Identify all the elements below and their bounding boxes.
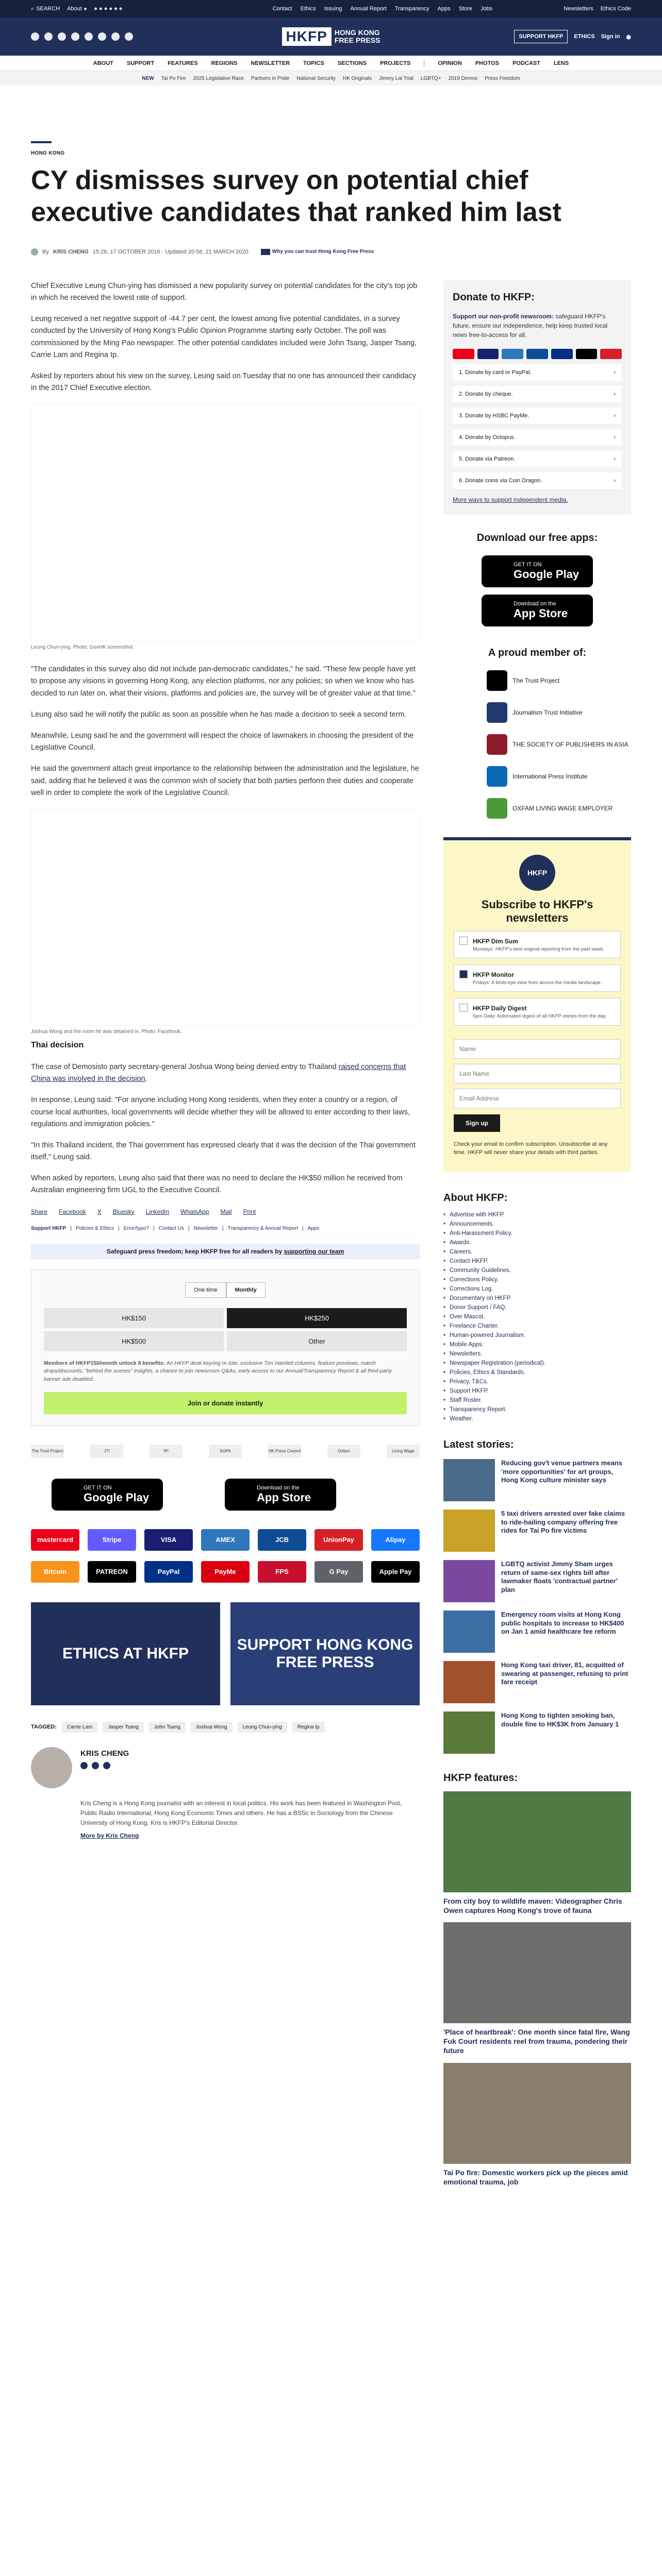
support-promo[interactable]: SUPPORT HONG KONG FREE PRESS — [230, 1602, 420, 1705]
newsletter-option[interactable]: HKFP Monitor Fridays: A birds-eye view from across the media landscape. — [454, 964, 621, 992]
promo-banners — [31, 1602, 420, 1705]
feature-image — [443, 1922, 631, 2023]
tab-one-time[interactable]: One-time — [185, 1282, 226, 1298]
nav-newsletter[interactable]: NEWSLETTER — [251, 60, 290, 66]
donate-method[interactable]: 5. Donate via Patreon. › — [453, 451, 622, 467]
card-logo — [600, 349, 622, 359]
share-bluesky[interactable]: Bluesky — [112, 1208, 135, 1215]
trending-link[interactable]: HK Originals — [342, 75, 372, 81]
top-link-annual-report[interactable]: Annual Report — [350, 6, 387, 12]
member-logo-icon — [487, 798, 507, 819]
support-team-link[interactable]: supporting our team — [284, 1247, 344, 1255]
checkbox-checked[interactable] — [459, 970, 468, 978]
about-link[interactable]: • Transparency Report. — [443, 1405, 631, 1414]
payment-logo: Stripe — [88, 1529, 136, 1551]
user-icon[interactable]: ◉ — [626, 33, 631, 40]
footer-links: Support HKFP | Policies & Ethics | Error/typo? | Contact Us | Newsletter | Transparency & Annual Report | Apps — [31, 1225, 320, 1231]
paragraph: Chief Executive Leung Chun-ying has dismissed a new popularity survey on potential candidates for the city's top job in which he received the lowest rate of support. — [31, 281, 418, 302]
search-icon: ⌕ — [31, 5, 35, 12]
donate-method[interactable]: 3. Donate by HSBC PayMe. › — [453, 408, 622, 424]
share-whatsapp[interactable]: WhatsApp — [180, 1208, 209, 1215]
trust-icon — [261, 249, 270, 255]
story-thumbnail — [443, 1459, 495, 1501]
nav-projects[interactable]: PROJECTS — [380, 60, 411, 66]
story-thumbnail — [443, 1560, 495, 1602]
author-prefix: By — [42, 248, 49, 255]
latest-story[interactable] — [443, 1661, 631, 1703]
trending-link[interactable]: Partners in Pride — [251, 75, 290, 81]
features-title: HKFP features: — [443, 1772, 518, 1784]
main-nav — [0, 56, 662, 71]
paragraph: In response, Leung said: "For anyone including Hong Kong residents, when they enter a country or a region, of course local authorities, local governments will decide whether they will be allowed to enter according to their laws, regulations and immigration policies." — [31, 1096, 410, 1128]
newsletter-option[interactable]: HKFP Daily Digest 5pm Daily: Automated digest of all HKFP stories from the day. — [454, 998, 621, 1025]
member-logo[interactable]: Living Wage — [387, 1445, 420, 1458]
payment-logo: FPS — [258, 1561, 306, 1583]
member-logo[interactable]: Oxfam — [327, 1445, 360, 1458]
author-bio: Kris Cheng is a Hong Kong journalist with an interest in local politics. His work has been featured in Washington Post, Public Radio International, Hong Kong Economic Times and others. He has a BSSc in Sociology from the Chinese University of Hong Kong. Kris is HKFP's Editorial Director. — [80, 1799, 402, 1827]
feature-story[interactable] — [443, 1791, 631, 1915]
chevron-right-icon: › — [614, 391, 616, 397]
about-link[interactable]: • Over Mascot. — [443, 1312, 631, 1321]
about-link[interactable]: • Policies, Ethics & Standards. — [443, 1368, 631, 1377]
donate-method[interactable]: 4. Donate by Octopus. › — [453, 429, 622, 446]
paragraph: "In this Thailand incident, the Thai government has expressed clearly that it was the decision of the Thai government itself," Leung said. — [31, 1141, 416, 1162]
share-linkedin[interactable]: LinkedIn — [145, 1208, 170, 1215]
story-headline: Hong Kong taxi driver, 81, acquitted of swearing at passenger, refusing to print fare receipt — [501, 1660, 628, 1686]
last-name-field[interactable]: Last Name — [454, 1064, 621, 1083]
latest-stories — [443, 1439, 631, 1754]
app-store-badge[interactable]: Download on the App Store — [225, 1479, 336, 1511]
story-thumbnail — [443, 1711, 495, 1754]
story-headline: LGBTQ activist Jimmy Sham urges return of same-sex rights bill after lawmaker floats 'contractual partner' plan — [501, 1560, 618, 1594]
sign-up-button[interactable]: Sign up — [454, 1114, 500, 1132]
author-socials — [80, 1762, 129, 1769]
google-play-badge[interactable]: GET IT ON Google Play — [482, 555, 593, 587]
payment-logo: JCB — [258, 1529, 306, 1551]
card-logo — [502, 349, 523, 359]
feature-headline: 'Place of heartbreak': One month since fatal fire, Wang Fuk Court residents reel from trauma, pondering their future — [443, 2028, 630, 2055]
latest-story[interactable] — [443, 1459, 631, 1501]
paragraph: Asked by reporters about his view on the survey, Leung said on Tuesday that no one has announced their candidacy in the 2017 Chief Executive election. — [31, 371, 416, 393]
feature-headline: From city boy to wildlife maven: Videographer Chris Owen captures Hong Kong's trove of fauna — [443, 1896, 622, 1914]
link-contact[interactable]: Contact Us — [158, 1225, 185, 1231]
facebook-icon[interactable] — [31, 32, 39, 41]
article-dates: 15:26, 17 OCTOBER 2016 · Updated 20:58, 21 MARCH 2020 — [92, 248, 249, 255]
amount-option-selected[interactable]: HK$250 — [227, 1308, 407, 1328]
section-subhead: Thai decision — [31, 1040, 84, 1049]
about-link[interactable]: • Human-powered Journalism. — [443, 1331, 631, 1340]
checkbox[interactable] — [459, 937, 468, 945]
trending-link[interactable]: National Security — [296, 75, 336, 81]
about-link[interactable]: • Corrections Policy. — [443, 1275, 631, 1284]
latest-story[interactable] — [443, 1611, 631, 1653]
chevron-down-icon: ▾ — [84, 6, 87, 12]
checkbox[interactable] — [459, 1004, 468, 1012]
sidebar — [443, 280, 631, 2187]
name-field[interactable]: Name — [454, 1039, 621, 1059]
member-logo-icon — [487, 766, 507, 787]
search-link[interactable]: ⌕ SEARCH — [31, 5, 60, 12]
about-link[interactable]: • Weather. — [443, 1414, 631, 1423]
page-content — [31, 141, 631, 2576]
about-link[interactable]: • Careers. — [443, 1247, 631, 1257]
paragraph: Leung also said he will notify the public as soon as possible when he has made a decision to seek a second term. — [31, 710, 407, 719]
threads-icon[interactable] — [71, 32, 79, 41]
story-headline: Hong Kong to tighten smoking ban, double fine to HK$3K from January 1 — [501, 1711, 619, 1728]
about-title: About HKFP: — [443, 1192, 508, 1204]
member-logo[interactable]: JTI — [90, 1445, 123, 1458]
ethics-link[interactable]: ETHICS — [574, 33, 595, 40]
member-logo-icon — [487, 670, 507, 691]
payment-logo: PayPal — [144, 1561, 193, 1583]
member-badge[interactable]: OXFAM LIVING WAGE EMPLOYER — [487, 798, 631, 819]
feature-story[interactable] — [443, 1922, 631, 2056]
image-caption: Joshua Wong and the room he was detained in. Photo: Facebook. — [31, 1028, 182, 1035]
member-badge[interactable]: Journalism Trust Initiative — [487, 702, 631, 723]
card-logo — [453, 349, 474, 359]
share-facebook[interactable]: Facebook — [59, 1208, 86, 1215]
logo-text: HONG KONG FREE PRESS — [334, 28, 380, 44]
payment-logo: PayMe — [201, 1561, 250, 1583]
payment-methods — [31, 1529, 420, 1583]
about-links — [443, 1210, 631, 1423]
trending-link[interactable]: Jimmy Lai Trial — [379, 75, 413, 81]
tag[interactable]: Joshua Wong — [191, 1722, 233, 1733]
about-link[interactable]: • Freelance Charter. — [443, 1321, 631, 1331]
tag[interactable]: John Tsang — [149, 1722, 186, 1733]
member-logo[interactable]: IPI — [150, 1445, 183, 1458]
payment-logo: Apple Pay — [371, 1561, 420, 1583]
donate-method[interactable]: 6. Donate coins via Coin Dragon. › — [453, 472, 622, 489]
payment-logo: Alipay — [371, 1529, 420, 1551]
apps-title: Download our free apps: — [476, 532, 598, 544]
link-policies[interactable]: Policies & Ethics — [75, 1225, 114, 1231]
share-label: Share — [31, 1208, 48, 1215]
feature-image — [443, 2063, 631, 2164]
paragraph: Leung received a net negative support of -44.7 per cent, the lowest among five potential candidates, in a survey conducted by the University of Hong Kong's Public Opinion Programme starting early October. The poll was commissioned by the Ming Pao newspaper. The other potential candidates included were John Tsang, Jasper Tsang, Carrie Lam and Regina Ip. — [31, 315, 417, 359]
about-link[interactable]: • Donor Support / FAQ. — [443, 1303, 631, 1312]
signup-note: Check your email to confirm subscription. Unsubscribe at any time. HKFP will never share your details with third parties. — [454, 1141, 608, 1156]
top-link-jobs[interactable]: Jobs — [481, 6, 493, 12]
about-link[interactable]: • Announcements. — [443, 1219, 631, 1229]
latest-list — [443, 1459, 631, 1754]
newsletters-link[interactable]: Newsletters — [564, 6, 593, 12]
latest-title: Latest stories: — [443, 1438, 514, 1450]
amount-options — [44, 1308, 407, 1351]
link-newsletter[interactable]: Newsletter — [193, 1225, 218, 1231]
amount-option[interactable]: HK$150 — [44, 1308, 224, 1328]
about-link[interactable]: • Contact HKFP. — [443, 1257, 631, 1266]
newsletter-badge: HKFP — [519, 855, 555, 891]
new-label: NEW — [142, 75, 154, 81]
author-avatar — [31, 248, 38, 256]
member-logo[interactable]: The Trust Project — [31, 1445, 64, 1458]
member-logo[interactable]: SOPA — [209, 1445, 242, 1458]
rss-icon[interactable] — [125, 32, 133, 41]
tag[interactable]: Carrie Lam — [62, 1722, 97, 1733]
trust-link[interactable]: Why you can trust Hong Kong Free Press — [261, 249, 374, 255]
story-headline: Emergency room visits at Hong Kong public hospitals to increase to HK$400 on Jan 1 amid healthcare fee reform — [501, 1610, 624, 1636]
nav-photos[interactable]: PHOTOS — [475, 60, 500, 66]
share-mail[interactable]: Mail — [220, 1208, 232, 1215]
payment-logo: mastercard — [31, 1529, 79, 1551]
share-print[interactable]: Print — [243, 1208, 256, 1215]
support-hkfp-button[interactable]: SUPPORT HKFP — [514, 30, 568, 43]
inline-link[interactable]: raised concerns that China was involved in the decision — [31, 1062, 406, 1083]
trending-link[interactable]: Tai Po Fire — [161, 75, 186, 81]
author-photo — [31, 1747, 72, 1788]
trending-link[interactable]: Press Freedom — [485, 75, 520, 81]
logo-mark: HKFP — [282, 27, 332, 46]
about-link[interactable]: • Staff Roster. — [443, 1396, 631, 1405]
nav-regions[interactable]: REGIONS — [211, 60, 238, 66]
kicker-bar — [31, 141, 52, 143]
story-thumbnail — [443, 1661, 495, 1703]
payment-logo: AMEX — [201, 1529, 250, 1551]
top-link-apps[interactable]: Apps — [437, 6, 451, 12]
nav-features[interactable]: FEATURES — [168, 60, 198, 66]
link-error[interactable]: Error/typo? — [123, 1225, 149, 1231]
telegram-icon[interactable] — [98, 32, 106, 41]
about-link[interactable]: • Awards. — [443, 1238, 631, 1247]
ethics-code-link[interactable]: Ethics Code — [600, 6, 631, 12]
card-logo — [576, 349, 598, 359]
about-link[interactable]: • Corrections Log. — [443, 1284, 631, 1294]
email-icon[interactable] — [103, 1762, 110, 1769]
story-headline: 5 taxi drivers arrested over fake claims to ride-hailing company offering free rides for Tai Po fire victims — [501, 1509, 625, 1535]
latest-story[interactable] — [443, 1560, 631, 1602]
trending-bar — [0, 71, 662, 86]
paragraph: "The candidates in this survey also did not include pan-democratic candidates," he said. "These few people have yet to propose any visions in governing Hong Kong, any election platforms, nor any policies; so when we know who has decided to run later on, what their visions, platforms and policies are, the survey will be of greater value at that time." — [31, 665, 416, 698]
about-link[interactable]: • Privacy, T&Cs. — [443, 1377, 631, 1386]
sign-in-link[interactable]: Sign in — [601, 33, 620, 40]
feature-story[interactable] — [443, 2063, 631, 2187]
link-apps[interactable]: Apps — [307, 1225, 320, 1231]
newsletter-box — [443, 837, 631, 1172]
social-icons-row: ● ● ● ● ● ● — [94, 6, 123, 12]
top-link-issuing[interactable]: Issuing — [324, 6, 342, 12]
bluesky-icon[interactable] — [111, 32, 120, 41]
nav-support[interactable]: SUPPORT — [126, 60, 155, 66]
payment-logo: UnionPay — [315, 1529, 363, 1551]
member-badge[interactable]: International Press Institute — [487, 766, 631, 787]
x-icon[interactable] — [92, 1762, 99, 1769]
about-link[interactable]: About ▾ — [67, 6, 87, 12]
share-bar — [31, 1208, 420, 1215]
donate-method[interactable]: 1. Donate by card or PayPal. › — [453, 364, 622, 381]
more-ways-link[interactable]: More ways to support independent media. — [453, 496, 568, 503]
chevron-right-icon: › — [614, 477, 616, 484]
membership-logos — [31, 1445, 420, 1458]
member-badge[interactable]: The Trust Project — [487, 670, 631, 691]
article-body — [31, 280, 420, 1840]
google-play-badge[interactable]: GET IT ON Google Play — [52, 1479, 163, 1511]
card-logo — [526, 349, 548, 359]
tab-monthly[interactable]: Monthly — [226, 1282, 266, 1298]
about-box — [443, 1192, 631, 1423]
app-store-badge[interactable]: Download on the App Store — [482, 595, 593, 626]
member-badge[interactable]: THE SOCIETY OF PUBLISHERS IN ASIA — [487, 734, 631, 755]
card-logo — [551, 349, 573, 359]
payment-logo: Bitcoin — [31, 1561, 79, 1583]
article-image — [31, 404, 420, 641]
about-link[interactable]: • Support HKFP. — [443, 1386, 631, 1396]
email-field[interactable]: Email Address — [454, 1089, 621, 1108]
payment-logo: G Pay — [315, 1561, 363, 1583]
story-thumbnail — [443, 1510, 495, 1552]
nav-opinion[interactable]: OPINION — [438, 60, 462, 66]
story-thumbnail — [443, 1611, 495, 1653]
feature-image — [443, 1791, 631, 1892]
site-header — [0, 18, 662, 56]
newsletter-option[interactable]: HKFP Dim Sum Mondays: HKFP's best original reporting from the past week. — [454, 931, 621, 958]
about-link[interactable]: • Anti-Harassment Policy. — [443, 1229, 631, 1238]
payment-logo: VISA — [144, 1529, 193, 1551]
trending-link[interactable]: 2025 Legislative Race — [193, 75, 244, 81]
about-link[interactable]: • Newsletters. — [443, 1349, 631, 1359]
chevron-right-icon: › — [614, 412, 616, 419]
nav-topics[interactable]: TOPICS — [303, 60, 324, 66]
feature-headline: Tai Po fire: Domestic workers pick up the pieces amid emotional trauma, job — [443, 2168, 628, 2186]
paragraph: The case of Demosisto party secretary-general Joshua Wong being denied entry to Thailand raised concerns that China was involved in the decision. — [31, 1062, 406, 1083]
join-donate-button[interactable]: Join or donate instantly — [44, 1392, 407, 1414]
facebook-icon[interactable] — [80, 1762, 88, 1769]
article-category[interactable]: HONG KONG — [31, 150, 65, 156]
member-logo-icon — [487, 702, 507, 723]
donate-method[interactable]: 2. Donate by cheque. › — [453, 386, 622, 402]
donate-box — [443, 280, 631, 515]
paragraph: Meanwhile, Leung said he and the government will respect the choice of lawmakers in choosing the president of the Legislative Council. — [31, 732, 414, 752]
latest-story[interactable] — [443, 1711, 631, 1754]
top-utility-bar — [0, 0, 662, 18]
newsletter-title: Subscribe to HKFP's newsletters — [481, 897, 593, 924]
top-link-store[interactable]: Store — [458, 6, 473, 12]
features-list — [443, 1791, 631, 2187]
trending-link[interactable]: 2019 Demos — [448, 75, 478, 81]
author-box — [31, 1747, 420, 1788]
member-list — [443, 670, 631, 819]
amount-option-other[interactable]: Other — [227, 1331, 407, 1351]
social-links — [31, 32, 253, 41]
ethics-promo[interactable]: ETHICS AT HKFP — [31, 1602, 220, 1705]
article-image — [31, 809, 420, 1026]
features-section — [443, 1772, 631, 2187]
link-support[interactable]: Support HKFP — [31, 1225, 67, 1231]
member-logo-icon — [487, 734, 507, 755]
byline — [31, 248, 631, 256]
tag[interactable]: Leung Chun-ying — [238, 1722, 287, 1733]
about-link[interactable]: • Documentary on HKFP. — [443, 1294, 631, 1303]
top-link-transparency[interactable]: Transparency — [394, 6, 429, 12]
author-name[interactable]: KRIS CHENG — [80, 1749, 129, 1758]
latest-story[interactable] — [443, 1510, 631, 1552]
author-link[interactable]: KRIS CHENG — [53, 248, 89, 255]
chevron-right-icon: › — [614, 455, 616, 462]
donate-title: Donate to HKFP: — [453, 291, 535, 303]
about-link[interactable]: • Community Guidelines. — [443, 1266, 631, 1275]
site-logo[interactable] — [282, 27, 380, 46]
tag-list — [31, 1722, 420, 1733]
image-caption: Leung Chun-ying. Photo: GovHK screenshot. — [31, 645, 135, 651]
tag[interactable]: Regina Ip — [292, 1722, 325, 1733]
paragraph: When asked by reporters, Leung also said that there was no need to declare the HK$50 million he received from Australian engineering firm UGL to the Executive Council. — [31, 1174, 403, 1195]
trending-link[interactable]: LGBTQ+ — [420, 75, 441, 81]
top-link-ethics[interactable]: Ethics — [300, 6, 316, 12]
x-icon[interactable] — [44, 32, 53, 41]
nav-sections[interactable]: SECTIONS — [337, 60, 367, 66]
app-store-row — [31, 1479, 420, 1511]
share-x[interactable]: X — [97, 1208, 102, 1215]
tag[interactable]: Jasper Tsang — [103, 1722, 143, 1733]
tagged-label: TAGGED: — [31, 1724, 57, 1731]
more-by-author-link[interactable]: More by Kris Cheng — [80, 1832, 139, 1840]
nav-lens[interactable]: LENS — [553, 60, 569, 66]
content-columns — [31, 280, 631, 2576]
membership-note: Members of HKFP150/month unlock 8 benefits: An HKFP desk keyring or tote, exclusive Tim Hamlett columns, feature previews, march drops/discounts, "behind the scenes" insights, a chance to join newsroom Q&As, early access to our Annual/Transparency Report & all third-party banner ads disabled. — [44, 1360, 392, 1383]
nav-podcast[interactable]: PODCAST — [512, 60, 540, 66]
member-logo[interactable]: HK Press Council — [268, 1445, 301, 1458]
nav-about[interactable]: ABOUT — [93, 60, 113, 66]
paragraph: He said the government attach great importance to the relationship between the administration and the legislature, he said, adding that he believed it was the common wish of society that both parties perform their duties and cooperate well in order to complete the work of the Legislative Council. — [31, 765, 419, 797]
about-link[interactable]: • Mobile Apps. — [443, 1340, 631, 1349]
top-link-contact[interactable]: Contact — [272, 6, 292, 12]
chevron-right-icon: › — [614, 434, 616, 440]
donate-methods — [453, 364, 622, 489]
frequency-tabs — [44, 1282, 407, 1298]
about-link[interactable]: • Advertise with HKFP. — [443, 1210, 631, 1219]
member-title: A proud member of: — [488, 647, 587, 658]
donate-text: Support our non-profit newsroom: safeguard HKFP's future, ensure our independence, help keep trusted local news free-to-access for all. — [453, 312, 608, 338]
article-title: CY dismisses survey on potential chief executive candidates that ranked him last — [31, 165, 561, 228]
card-logos — [453, 349, 622, 359]
payment-logo: PATREON — [88, 1561, 136, 1583]
chevron-right-icon: › — [614, 369, 616, 376]
amount-option[interactable]: HK$500 — [44, 1331, 224, 1351]
card-logo — [477, 349, 499, 359]
link-transparency[interactable]: Transparency & Annual Report — [227, 1225, 298, 1231]
donation-widget — [31, 1269, 420, 1426]
story-headline: Reducing gov't venue partners means 'more opportunities' for art groups, Hong Kong culture minister says — [501, 1459, 622, 1484]
instagram-icon[interactable] — [58, 32, 66, 41]
safeguard-banner: Safeguard press freedom; keep HKFP free for all readers by supporting our team — [31, 1244, 420, 1259]
about-link[interactable]: • Newspaper Registration (periodical). — [443, 1359, 631, 1368]
youtube-icon[interactable] — [85, 32, 93, 41]
